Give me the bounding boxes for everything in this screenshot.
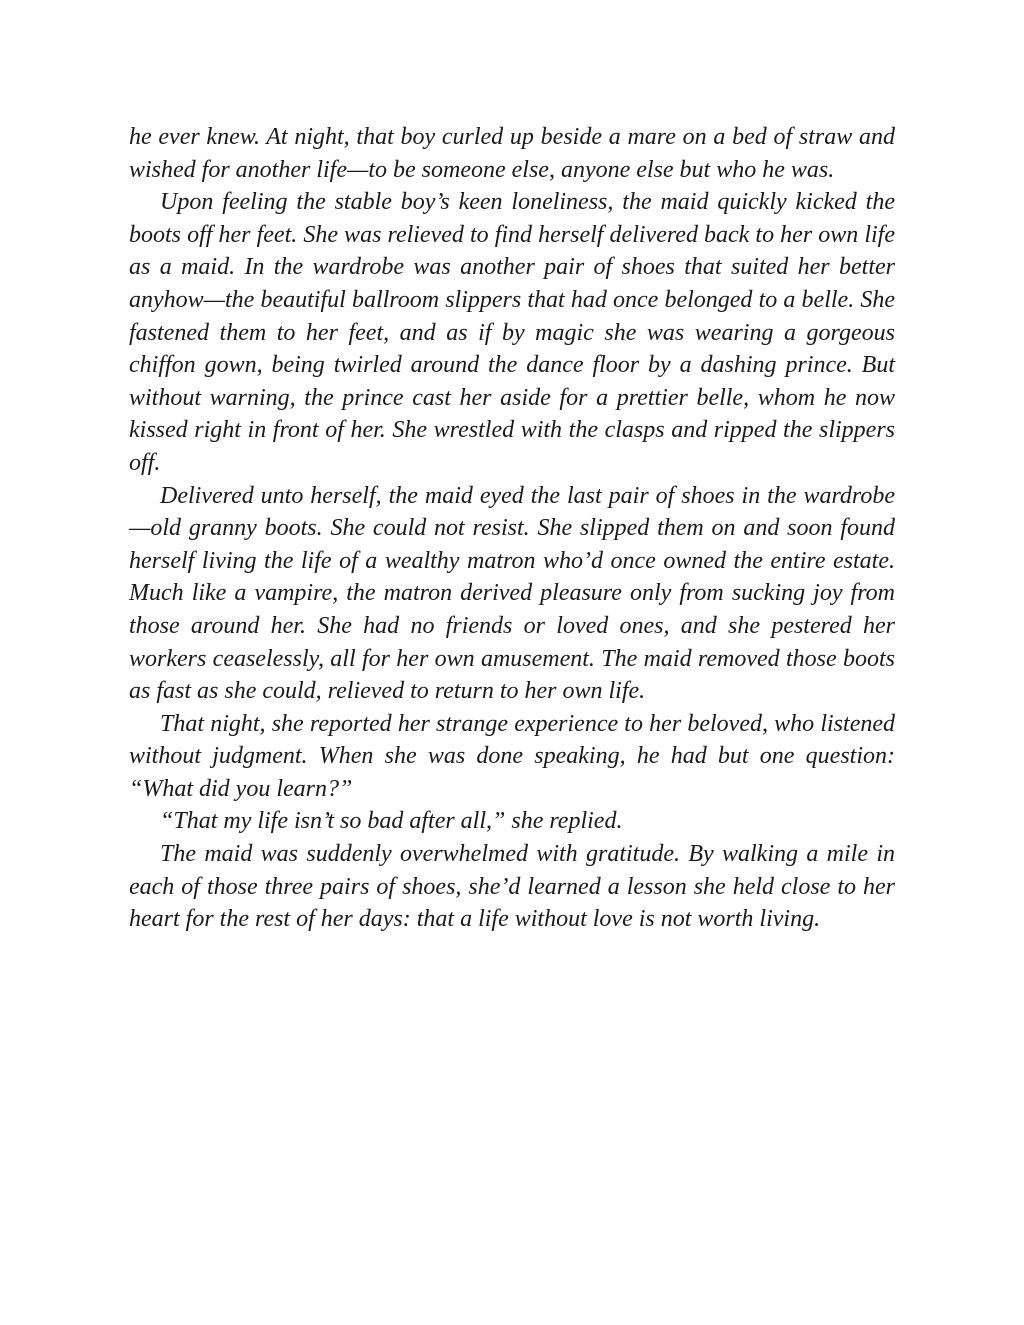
paragraph-continuation: he ever knew. At night, that boy curled up beside a mare on a bed of straw and wished for another life—to be someone else, anyone else but who he was. [129, 124, 895, 183]
paragraph-beloved-question: That night, she reported her strange experience to her beloved, who listened without judgment. When she was done speaking, he had but one question: “What did you learn?” [129, 710, 895, 802]
page-body [129, 121, 895, 936]
paragraph-ballroom-slippers: Upon feeling the stable boy’s keen loneliness, the maid quickly kicked the boots off her feet. She was relieved to find herself delivered back to her own life as a maid. In the wardrobe was another pair of shoes that suited her better anyhow—the beautiful ballroom slippers that had once belonged to a belle. She fastened them to her feet, and as if by magic she was wearing a gorgeous chiffon gown, being twirled around the dance floor by a dashing prince. But without warning, the prince cast her aside for a prettier belle, whom he now kissed right in front of her. She wrestled with the clasps and ripped the slippers off. [129, 189, 895, 476]
paragraph-gratitude: The maid was suddenly overwhelmed with gratitude. By walking a mile in each of those three pairs of shoes, she’d learned a lesson she held close to her heart for the rest of her days: that a life without love is not worth living. [129, 841, 895, 933]
paragraph-reply: “That my life isn’t so bad after all,” she replied. [160, 808, 623, 835]
paragraph-granny-boots: Delivered unto herself, the maid eyed the last pair of shoes in the wardrobe—old granny boots. She could not resist. She slipped them on and soon found herself living the life of a wealthy matron who’d once owned the entire estate. Much like a vampire, the matron derived pleasure only from sucking joy from those around her. She had no friends or loved ones, and she pestered her workers ceaselessly, all for her own amusement. The maid removed those boots as fast as she could, relieved to return to her own life. [129, 482, 895, 705]
